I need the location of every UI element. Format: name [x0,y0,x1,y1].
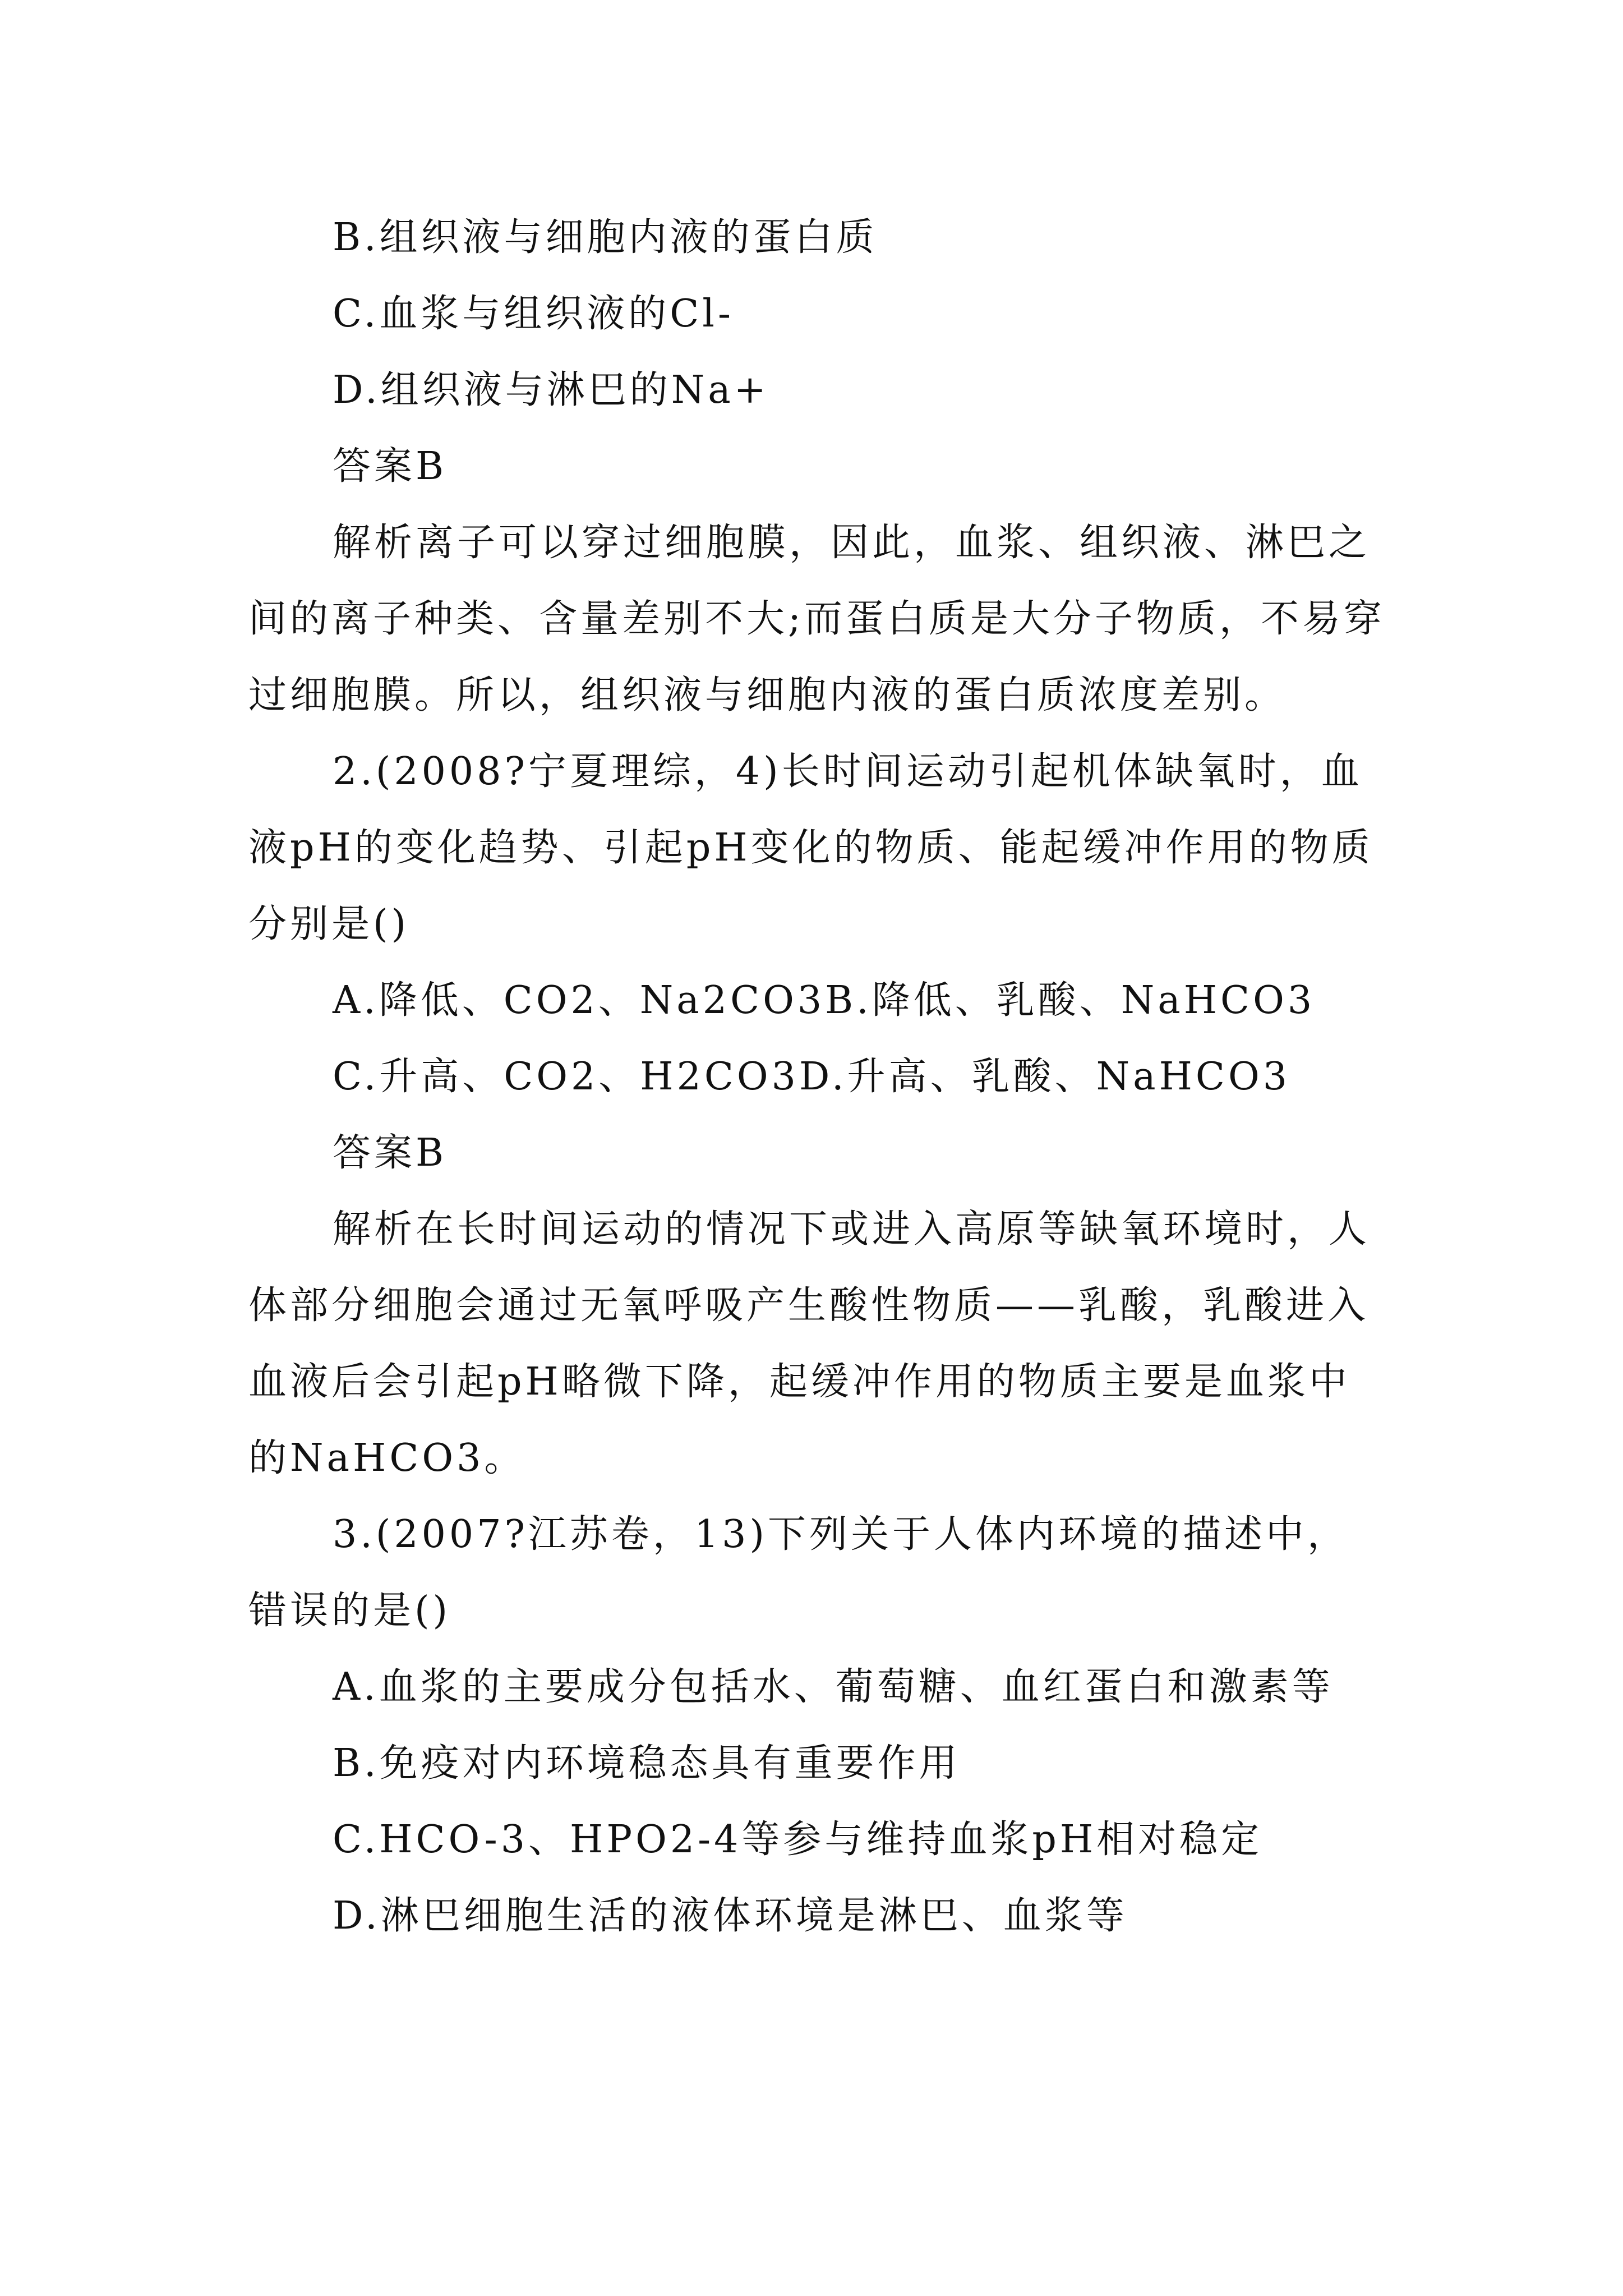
document-body [248,200,1387,1954]
question-3-option-d: D.淋巴细胞生活的液体环境是淋巴、血浆等 [333,1894,1128,1938]
option-d-paragraph: D.组织液与淋巴的Na+ [333,368,769,412]
option-c-paragraph: C.血浆与组织液的Cl- [333,292,734,336]
question-3-option-b: B.免疫对内环境稳态具有重要作用 [333,1741,961,1786]
analysis-paragraph: 解析离子可以穿过细胞膜，因此，血浆、组织液、淋巴之间的离子种类、含量差别不大;而蛋白质是大分子物质，不易穿过细胞膜。所以，组织液与细胞内液的蛋白质浓度差别。 [248,521,1385,717]
question-2-options-ab: A.降低、CO2、Na2CO3B.降低、乳酸、NaHCO3 [333,978,1316,1023]
question-2-options-cd: C.升高、CO2、H2CO3D.升高、乳酸、NaHCO3 [333,1055,1290,1099]
question-3-option-a: A.血浆的主要成分包括水、葡萄糖、血红蛋白和激素等 [333,1665,1334,1709]
question-3-option-c: C.HCO-3、HPO2-4等参与维持血浆pH相对稳定 [333,1818,1263,1862]
answer-paragraph: 答案B [333,444,447,489]
answer-paragraph: 答案B [333,1131,447,1175]
analysis-paragraph: 解析在长时间运动的情况下或进入高原等缺氧环境时，人体部分细胞会通过无氧呼吸产生酸性物质——乳酸，乳酸进入血液后会引起pH略微下降，起缓冲作用的物质主要是血浆中的NaHCO3。 [248,1207,1371,1480]
option-b-paragraph: B.组织液与细胞内液的蛋白质 [333,215,878,260]
question-2-paragraph: 2.(2008?宁夏理综，4)长时间运动引起机体缺氧时，血液pH的变化趋势、引起pH变化的物质、能起缓冲作用的物质分别是() [248,749,1373,946]
question-3-paragraph: 3.(2007?江苏卷，13)下列关于人体内环境的描述中，错误的是() [248,1512,1349,1633]
